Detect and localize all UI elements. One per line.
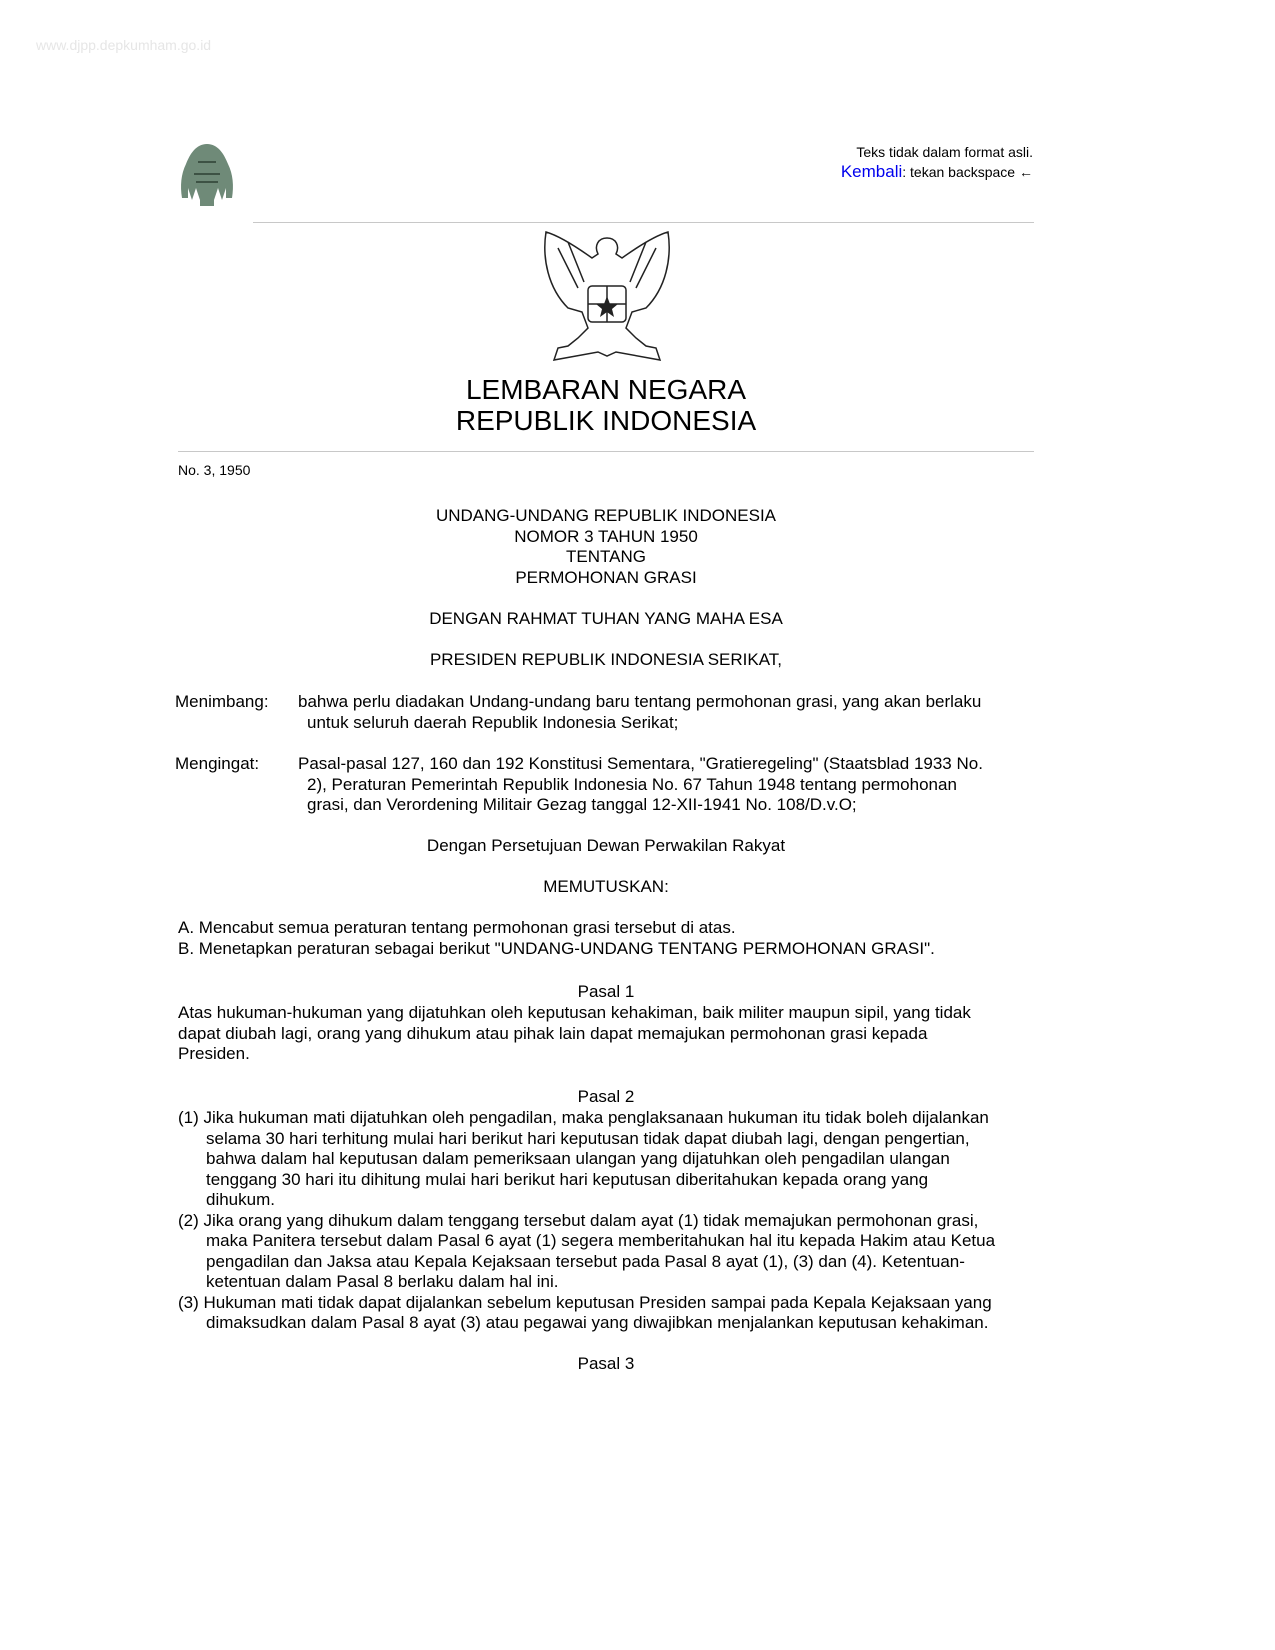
format-note bbox=[841, 142, 1033, 182]
text-line: dapat diubah lagi, orang yang dihukum atau pihak lain dapat memajukan permohonan grasi kepada bbox=[178, 1023, 928, 1043]
mengingat-text bbox=[298, 754, 983, 816]
heading-line: PERMOHONAN GRASI bbox=[515, 567, 697, 587]
text-line: pengadilan dan Jaksa atau Kepala Kejaksaan tersebut pada Pasal 8 ayat (1), (3) dan (4). Ketentuan- bbox=[206, 1251, 965, 1271]
decision-item: B. Menetapkan peraturan sebagai berikut "UNDANG-UNDANG TENTANG PERMOHONAN GRASI". bbox=[178, 938, 935, 958]
text-line: 2), Peraturan Pemerintah Republik Indonesia No. 67 Tahun 1948 tentang permohonan bbox=[307, 774, 957, 794]
text-line: maka Panitera tersebut dalam Pasal 6 ayat (1) segera memberitahukan hal itu kepada Hakim atau Ketua bbox=[206, 1231, 996, 1250]
text-line: (2) Jika orang yang dihukum dalam tenggang tersebut dalam ayat (1) tidak memajukan permohonan grasi, bbox=[178, 1210, 979, 1230]
text-line: Presiden. bbox=[178, 1044, 250, 1063]
title-line: REPUBLIK INDONESIA bbox=[455, 405, 757, 436]
text-line: tenggang 30 hari itu dihitung mulai hari berikut hari keputusan diberitahukan kepada orang yang bbox=[206, 1169, 929, 1189]
tree-logo-icon bbox=[178, 142, 236, 213]
heading-line: TENTANG bbox=[566, 547, 646, 566]
memutuskan-heading: MEMUTUSKAN: bbox=[543, 877, 669, 896]
garuda-emblem-icon bbox=[538, 228, 676, 375]
heading-line: NOMOR 3 TAHUN 1950 bbox=[514, 526, 698, 546]
back-hint: : tekan backspace ← bbox=[902, 164, 1033, 180]
text-line: selama 30 hari terhitung mulai hari berikut hari keputusan tidak dapat diubah lagi, dengan pengertian, bbox=[206, 1128, 970, 1148]
pasal-2-items bbox=[178, 1108, 1048, 1334]
divider-top bbox=[253, 222, 1034, 223]
text-line: dihukum. bbox=[206, 1190, 275, 1209]
text-line: grasi, dan Verordening Militair Gezag tanggal 12-XII-1941 No. 108/D.v.O; bbox=[307, 795, 857, 814]
mengingat-label: Mengingat: bbox=[175, 754, 260, 773]
title-line: LEMBARAN NEGARA bbox=[465, 374, 747, 405]
menimbang-label: Menimbang: bbox=[175, 692, 269, 711]
watermark: www.djpp.depkumham.go.id bbox=[36, 37, 212, 53]
back-link[interactable]: Kembali bbox=[840, 162, 903, 181]
menimbang-text bbox=[298, 692, 981, 733]
text-line: Pasal-pasal 127, 160 dan 192 Konstitusi Sementara, "Gratieregeling" (Staatsblad 1933 No. bbox=[298, 754, 983, 773]
pasal-2-item bbox=[178, 1211, 1048, 1293]
gazette-title bbox=[0, 374, 1212, 436]
consent-line: Dengan Persetujuan Dewan Perwakilan Rakyat bbox=[426, 836, 786, 855]
text-line: untuk seluruh daerah Republik Indonesia Serikat; bbox=[307, 712, 679, 732]
president-line: PRESIDEN REPUBLIK INDONESIA SERIKAT, bbox=[429, 650, 783, 669]
decision-item: A. Mencabut semua peraturan tentang permohonan grasi tersebut di atas. bbox=[178, 918, 736, 937]
text-line: Atas hukuman-hukuman yang dijatuhkan oleh keputusan kehakiman, baik militer maupun sipil, yang tidak bbox=[178, 1003, 971, 1022]
text-line: ketentuan dalam Pasal 8 berlaku dalam hal ini. bbox=[206, 1272, 559, 1291]
pasal-1-text bbox=[178, 1003, 1048, 1065]
text-line: dimaksudkan dalam Pasal 8 ayat (3) atau pegawai yang diwajibkan menjalankan keputusan kehakiman. bbox=[206, 1313, 989, 1332]
pasal-3-title: Pasal 3 bbox=[577, 1354, 635, 1373]
pasal-1-title: Pasal 1 bbox=[577, 982, 635, 1001]
note-text: Teks tidak dalam format asli. bbox=[856, 144, 1033, 160]
text-line: bahwa perlu diadakan Undang-undang baru tentang permohonan grasi, yang akan berlaku bbox=[298, 692, 982, 711]
decisions-list bbox=[178, 918, 1048, 959]
law-heading bbox=[178, 506, 1034, 588]
pasal-2-item bbox=[178, 1108, 1048, 1211]
pasal-2-item bbox=[178, 1293, 1048, 1334]
pasal-2-title: Pasal 2 bbox=[577, 1087, 635, 1106]
text-line: bahwa dalam hal keputusan dalam pemeriksaan ulangan yang dijatuhkan oleh pengadilan ulangan bbox=[206, 1149, 950, 1168]
gazette-number: No. 3, 1950 bbox=[178, 462, 251, 478]
divider-title bbox=[178, 451, 1034, 452]
heading-line: UNDANG-UNDANG REPUBLIK INDONESIA bbox=[435, 506, 777, 525]
text-line: (1) Jika hukuman mati dijatuhkan oleh pengadilan, maka penglaksanaan hukuman itu tidak boleh dijalankan bbox=[178, 1108, 989, 1127]
preamble: DENGAN RAHMAT TUHAN YANG MAHA ESA bbox=[429, 609, 783, 628]
text-line: (3) Hukuman mati tidak dapat dijalankan sebelum keputusan Presiden sampai pada Kepala Kejaksaan yang bbox=[178, 1292, 992, 1312]
